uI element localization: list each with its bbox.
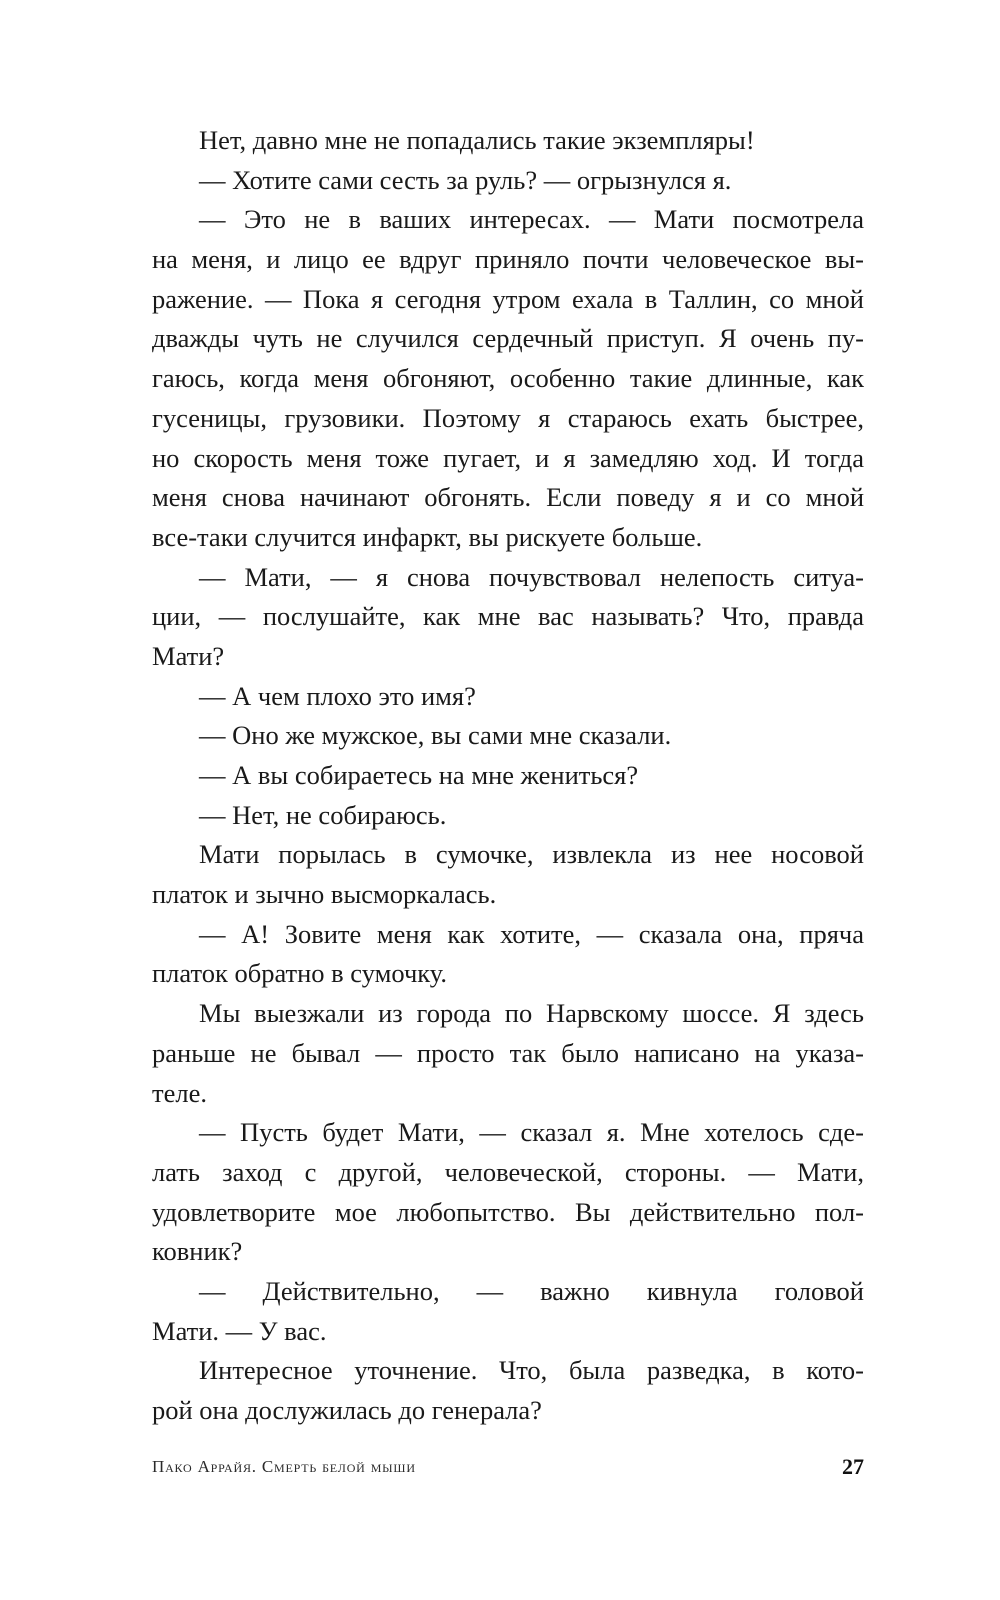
text-line: Нет, давно мне не попадались такие экземпляры! — [199, 125, 755, 155]
text-line: на меня, и лицо ее вдруг приняло почти человеческое вы- — [152, 244, 864, 275]
page-number: 27 — [842, 1454, 864, 1479]
text-line: гаюсь, когда меня обгоняют, особенно такие длинные, как — [152, 363, 864, 394]
text-line: — Пусть будет Мати, — сказал я. Мне хотелось сде- — [199, 1117, 864, 1148]
text-line: Мати. — У вас. — [152, 1315, 327, 1346]
text-line: все-таки случится инфаркт, вы рискуете больше. — [152, 521, 703, 552]
text-line: — А чем плохо это имя? — [199, 680, 476, 711]
text-line: рой она дослужилась до генерала? — [152, 1395, 542, 1425]
running-title: Пако Аррайя. Смерть белой мыши — [152, 1457, 416, 1476]
text-line: — Оно же мужское, вы сами мне сказали. — [199, 720, 672, 751]
text-line: — Нет, не собираюсь. — [199, 799, 447, 830]
text-line: раньше не бывал — просто так было написано на указа- — [152, 1037, 864, 1068]
text-line: удовлетворите мое любопытство. Вы действительно пол- — [152, 1196, 864, 1227]
text-line: платок и зычно высморкалась. — [152, 879, 497, 910]
page-body-text — [152, 121, 864, 1431]
text-line: — Это не в ваших интересах. — Мати посмотрела — [199, 204, 864, 235]
text-line: дважды чуть не случился сердечный приступ. Я очень пу- — [152, 323, 864, 354]
text-line: — Мати, — я снова почувствовал нелепость ситуа- — [199, 561, 864, 592]
page-footer — [152, 1452, 864, 1482]
text-line: — А вы собираетесь на мне жениться? — [199, 760, 639, 790]
text-line: лать заход с другой, человеческой, стороны. — Мати, — [152, 1156, 864, 1187]
text-line: меня снова начинают обгонять. Если поведу я и со мной — [152, 482, 864, 513]
text-line: — Действительно, — важно кивнула головой — [199, 1275, 864, 1306]
text-line: ции, — послушайте, как мне вас называть? Что, правда — [152, 601, 864, 632]
text-line: ковник? — [152, 1236, 243, 1267]
text-line: Мати порылась в сумочке, извлекла из нее носовой — [199, 839, 864, 870]
text-line: ражение. — Пока я сегодня утром ехала в Таллин, со мной — [152, 283, 864, 314]
text-line: гусеницы, грузовики. Поэтому я стараюсь ехать быстрее, — [152, 402, 864, 433]
text-line: но скорость меня тоже пугает, и я замедляю ход. И тогда — [152, 442, 864, 473]
text-line: платок обратно в сумочку. — [152, 958, 447, 989]
text-line: Интересное уточнение. Что, была разведка, в кото- — [199, 1355, 864, 1386]
text-line: — Хотите сами сесть за руль? — огрызнулся я. — [199, 164, 732, 195]
text-line: теле. — [152, 1077, 207, 1108]
text-line: Мати? — [152, 640, 225, 671]
text-line: — А! Зовите меня как хотите, — сказала она, пряча — [199, 918, 864, 949]
text-line: Мы выезжали из города по Нарвскому шоссе. Я здесь — [199, 998, 864, 1029]
